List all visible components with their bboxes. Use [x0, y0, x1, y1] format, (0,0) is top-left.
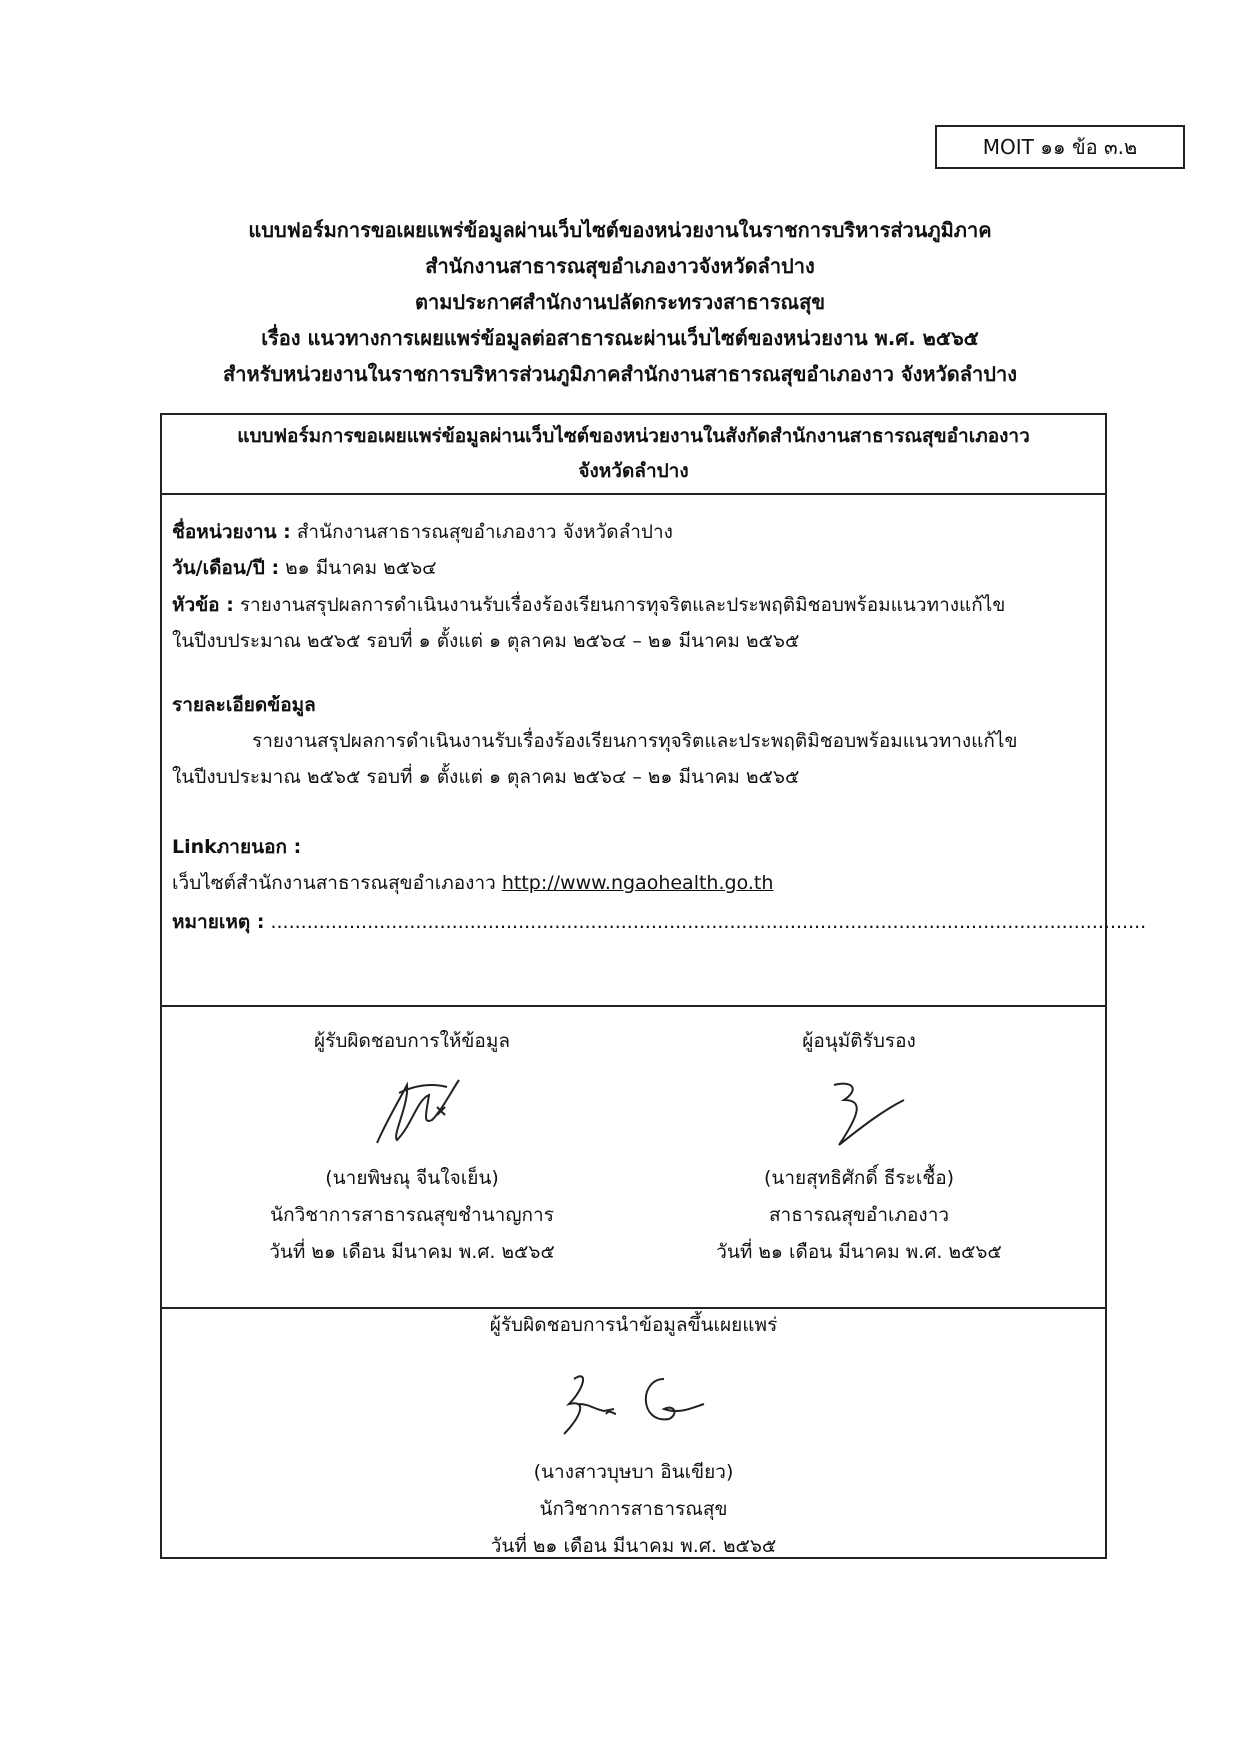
agency-label: ชื่อหน่วยงาน : — [172, 521, 291, 543]
signature-icon — [649, 1060, 1069, 1160]
topic-row-2 — [172, 624, 799, 658]
publisher-name: (นางสาวบุษบา อินเขียว) — [533, 1461, 734, 1483]
date-value: ๒๑ มีนาคม ๒๕๖๔ — [279, 557, 437, 579]
link-row — [172, 866, 773, 900]
topic-label: หัวข้อ : — [172, 594, 234, 616]
publisher-section — [162, 1307, 1105, 1557]
form-title-line-2: จังหวัดลำปาง — [578, 460, 689, 482]
topic-row — [172, 588, 1005, 622]
responsible-signature-block — [202, 1023, 622, 1271]
form-table — [160, 413, 1147, 1559]
header-line-2: สำนักงานสาธารณสุขอำเภองาวจังหวัดลำปาง — [425, 254, 815, 278]
info-section — [162, 495, 1147, 1007]
approver-date: วันที่ ๒๑ เดือน มีนาคม พ.ศ. ๒๕๖๕ — [716, 1241, 1002, 1263]
publisher-role: ผู้รับผิดชอบการนำข้อมูลขึ้นเผยแพร่ — [489, 1314, 778, 1336]
approver-role: ผู้อนุมัติรับรอง — [802, 1030, 916, 1052]
remark-dots: ................................................................................................................................................. — [264, 911, 1147, 933]
header-line-1: แบบฟอร์มการขอเผยแพร่ข้อมูลผ่านเว็บไซต์ของหน่วยงานในราชการบริหารส่วนภูมิภาค — [248, 218, 992, 242]
link-prefix: เว็บไซต์สำนักงานสาธารณสุขอำเภองาว — [172, 872, 502, 894]
signature-section — [162, 1005, 1105, 1309]
document-code: MOIT ๑๑ ข้อ ๓.๒ — [982, 135, 1138, 159]
signature-icon — [162, 1344, 1105, 1454]
responsible-name: (นายพิษณุ จีนใจเย็น) — [325, 1167, 499, 1189]
detail-label: รายละเอียดข้อมูล — [172, 694, 316, 716]
date-label: วัน/เดือน/ปี : — [172, 557, 280, 579]
detail-line-1: รายงานสรุปผลการดำเนินงานรับเรื่องร้องเรียนการทุจริตและประพฤติมิชอบพร้อมแนวทางแก้ไข — [252, 730, 1018, 752]
responsible-position: นักวิชาการสาธารณสุขชำนาญการ — [270, 1204, 554, 1226]
topic-value-2: ในปีงบประมาณ ๒๕๖๕ รอบที่ ๑ ตั้งแต่ ๑ ตุลาคม ๒๕๖๔ – ๒๑ มีนาคม ๒๕๖๕ — [172, 630, 800, 652]
agency-value: สำนักงานสาธารณสุขอำเภองาว จังหวัดลำปาง — [290, 521, 673, 543]
publisher-position: นักวิชาการสาธารณสุข — [539, 1498, 728, 1520]
signature-icon — [202, 1060, 622, 1160]
approver-position: สาธารณสุขอำเภองาว — [768, 1204, 950, 1226]
remark-row — [172, 905, 1146, 939]
form-title-line-1: แบบฟอร์มการขอเผยแพร่ข้อมูลผ่านเว็บไซต์ของหน่วยงานในสังกัดสำนักงานสาธารณสุขอำเภองาว — [237, 425, 1030, 447]
approver-name: (นายสุทธิศักดิ์ ธีระเชื้อ) — [763, 1167, 955, 1189]
website-link[interactable]: http://www.ngaohealth.go.th — [501, 872, 774, 894]
header-line-4: เรื่อง แนวทางการเผยแพร่ข้อมูลต่อสาธารณะผ่านเว็บไซต์ของหน่วยงาน พ.ศ. ๒๕๖๕ — [261, 326, 979, 350]
header-line-3: ตามประกาศสำนักงานปลัดกระทรวงสาธารณสุข — [414, 290, 825, 314]
remark-label: หมายเหตุ : — [172, 911, 265, 933]
approver-signature-block — [649, 1023, 1069, 1271]
date-row — [172, 551, 437, 585]
responsible-role: ผู้รับผิดชอบการให้ข้อมูล — [314, 1030, 510, 1052]
form-title — [162, 415, 1105, 495]
responsible-date: วันที่ ๒๑ เดือน มีนาคม พ.ศ. ๒๕๖๕ — [269, 1241, 555, 1263]
publisher-date: วันที่ ๒๑ เดือน มีนาคม พ.ศ. ๒๕๖๕ — [490, 1535, 777, 1557]
agency-row — [172, 515, 673, 549]
detail-line-2: ในปีงบประมาณ ๒๕๖๕ รอบที่ ๑ ตั้งแต่ ๑ ตุลาคม ๒๕๖๔ – ๒๑ มีนาคม ๒๕๖๕ — [172, 766, 800, 788]
document-code-box — [935, 125, 1185, 169]
header-line-5: สำหรับหน่วยงานในราชการบริหารส่วนภูมิภาคสำนักงานสาธารณสุขอำเภองาว จังหวัดลำปาง — [223, 362, 1017, 386]
topic-value: รายงานสรุปผลการดำเนินงานรับเรื่องร้องเรียนการทุจริตและประพฤติมิชอบพร้อมแนวทางแก้ไข — [233, 594, 1006, 616]
document-header — [120, 212, 1120, 392]
link-label: Linkภายนอก : — [172, 836, 302, 858]
